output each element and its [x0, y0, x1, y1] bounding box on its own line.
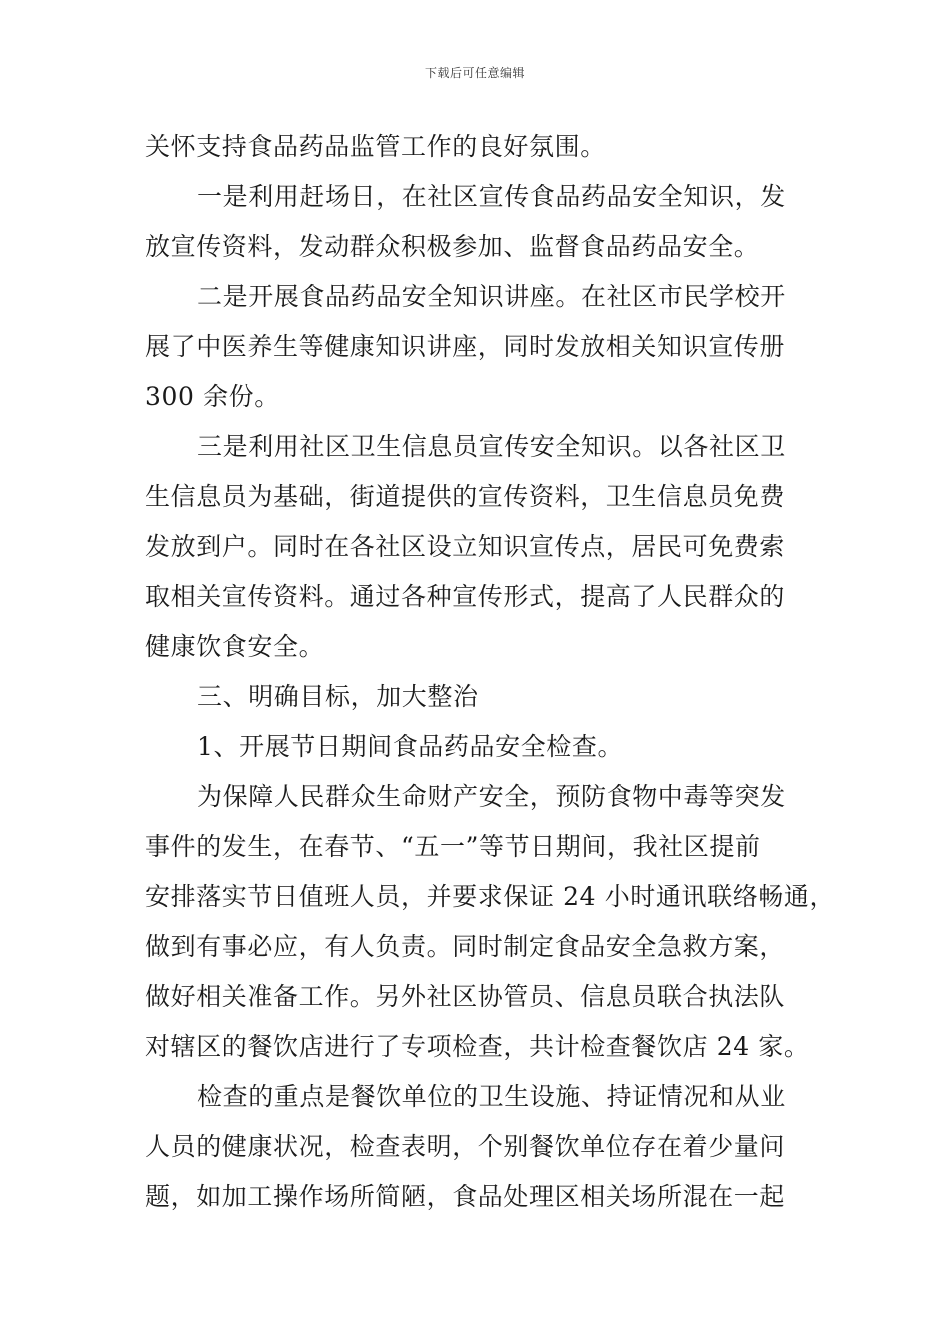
subsection-heading: 1、开展节日期间食品药品安全检查。 — [197, 732, 624, 761]
text-line-2: 一是利用赶场日，在社区宣传食品药品安全知识，发 — [197, 182, 786, 211]
text-line-8: 生信息员为基础，街道提供的宣传资料，卫生信息员免费 — [145, 482, 786, 511]
text-line-6: 300 余份。 — [145, 382, 280, 411]
page-header: 下载后可任意编辑 — [424, 66, 525, 80]
text-line-22: 题，如加工操作场所简陋，食品处理区相关场所混在一起 — [145, 1182, 786, 1211]
text-line-7: 三是利用社区卫生信息员宣传安全知识。以各社区卫 — [197, 432, 786, 461]
text-line-21: 人员的健康状况，检查表明，个别餐饮单位存在着少量问 — [145, 1132, 786, 1161]
text-line-3: 放宣传资料，发动群众积极参加、监督食品药品安全。 — [145, 232, 760, 261]
text-line-4: 二是开展食品药品安全知识讲座。在社区市民学校开 — [197, 282, 786, 311]
document-body — [145, 122, 836, 1222]
text-line-14: 为保障人民群众生命财产安全，预防食物中毒等突发 — [197, 782, 786, 811]
text-line-17: 做到有事必应，有人负责。同时制定食品安全急救方案， — [145, 932, 786, 961]
text-line-9: 发放到户。同时在各社区设立知识宣传点，居民可免费索 — [145, 532, 786, 561]
text-line-5: 展了中医养生等健康知识讲座，同时发放相关知识宣传册 — [145, 332, 786, 361]
text-line-15: 事件的发生，在春节、“五一”等节日期间，我社区提前 — [145, 832, 761, 861]
text-line-19: 对辖区的餐饮店进行了专项检查，共计检查餐饮店 24 家。 — [145, 1032, 810, 1061]
text-line-11: 健康饮食安全。 — [145, 632, 325, 661]
text-line-18: 做好相关准备工作。另外社区协管员、信息员联合执法队 — [145, 982, 786, 1011]
text-line-10: 取相关宣传资料。通过各种宣传形式，提高了人民群众的 — [145, 582, 786, 611]
text-line-1: 关怀支持食品药品监管工作的良好氛围。 — [145, 132, 606, 161]
text-line-16: 安排落实节日值班人员，并要求保证 24 小时通讯联络畅通， — [145, 882, 836, 911]
text-line-20: 检查的重点是餐饮单位的卫生设施、持证情况和从业 — [197, 1082, 786, 1111]
section-heading: 三、明确目标，加大整治 — [197, 682, 479, 711]
